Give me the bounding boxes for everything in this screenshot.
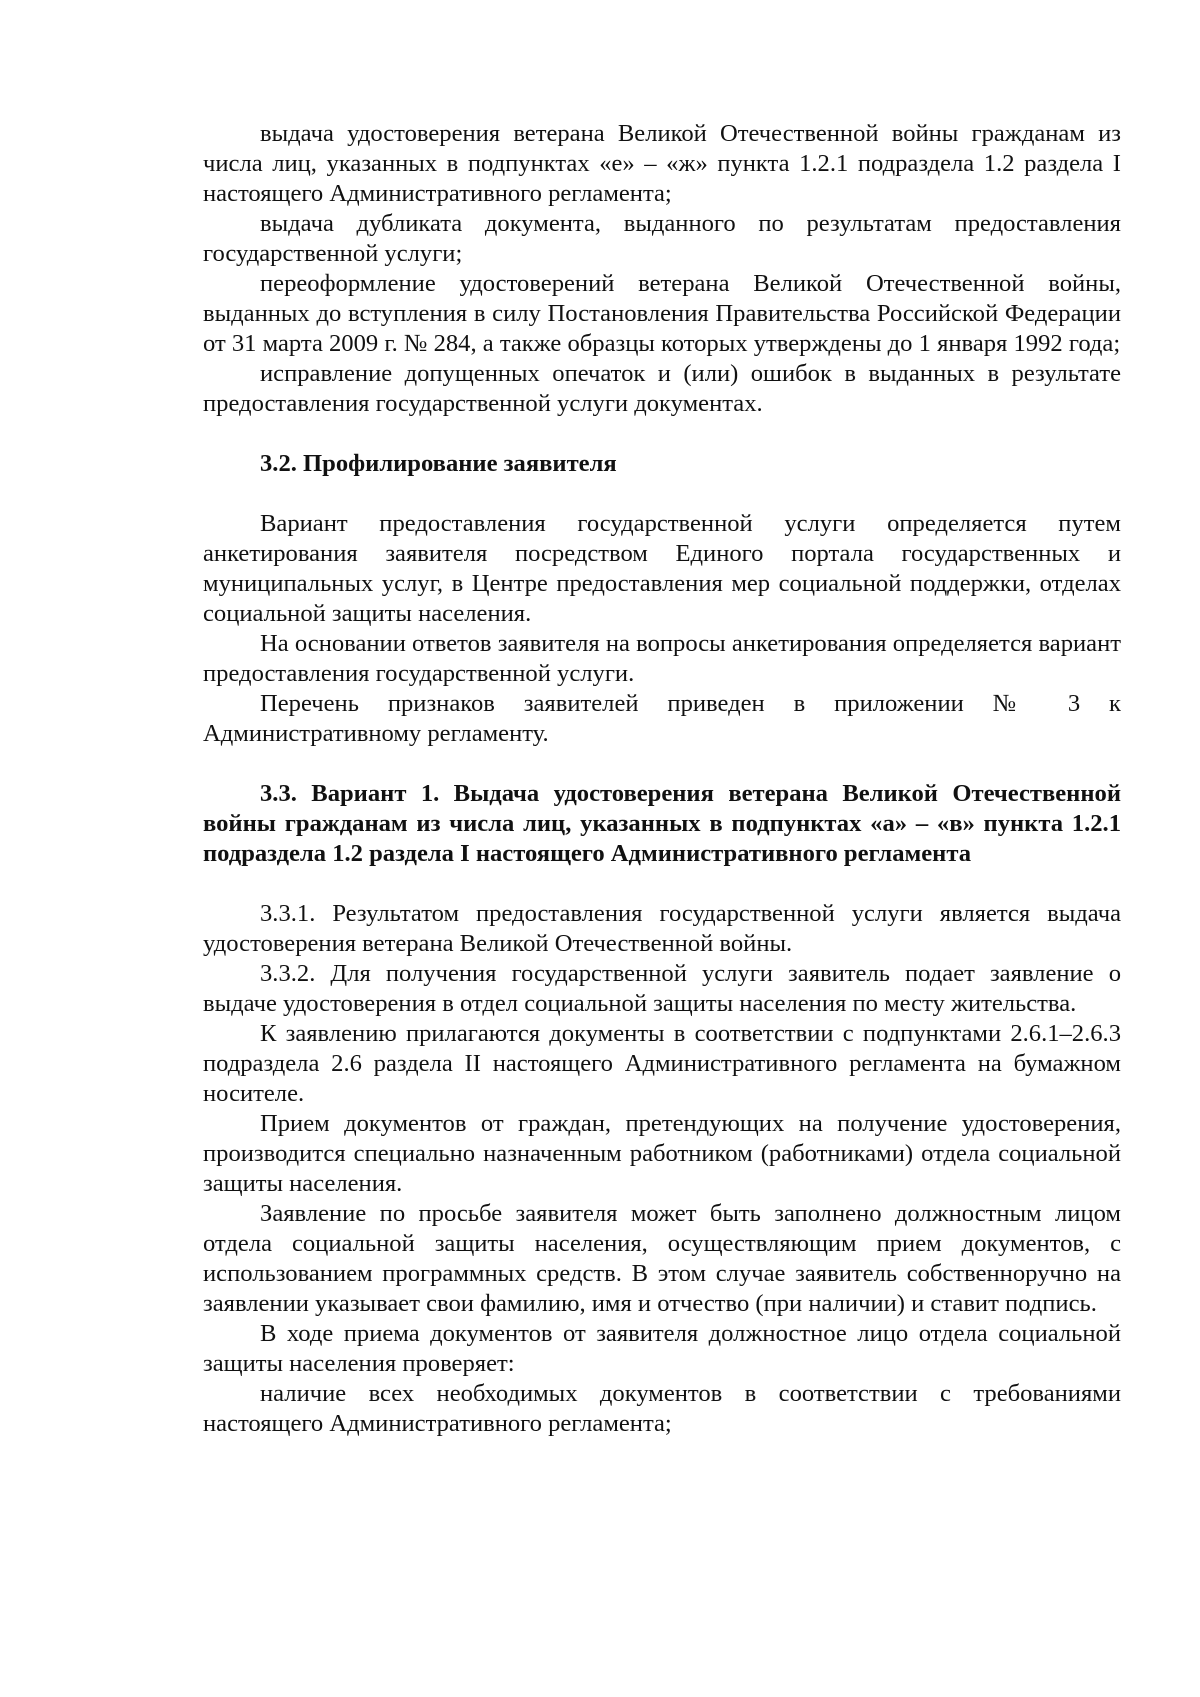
section-3-2-paragraph: Вариант предоставления государственной услуги определяется путем анкетирования заявителя посредством Единого портала государственных и муниципальных услуг, в Центре предоставления мер социальной поддержки, отделах социальной защиты населения. (203, 510, 1121, 627)
section-3-3-paragraph: Заявление по просьбе заявителя может быть заполнено должностным лицом отдела социальной защиты населения, осуществляющим прием документов, с использованием программных средств. В этом случае заявитель собственноручно на заявлении указывает свои фамилию, имя и отчество (при наличии) и ставит подпись. (203, 1200, 1121, 1317)
section-3-3-paragraph: К заявлению прилагаются документы в соответствии с подпунктами 2.6.1–2.6.3 подраздела 2.6 раздела II настоящего Административного регламента на бумажном носителе. (203, 1020, 1121, 1107)
section-3-3-heading: 3.3. Вариант 1. Выдача удостоверения ветерана Великой Отечественной войны гражданам из числа лиц, указанных в подпунктах «а» – «в» пункта 1.2.1 подраздела 1.2 раздела I настоящего Административного регламента (203, 780, 1121, 867)
section-3-3-paragraph: 3.3.2. Для получения государственной услуги заявитель подает заявление о выдаче удостоверения в отдел социальной защиты населения по месту жительства. (203, 960, 1121, 1017)
spacer (203, 479, 1121, 509)
section-3-2-heading: 3.2. Профилирование заявителя (260, 450, 617, 477)
spacer (203, 869, 1121, 899)
document-body (203, 119, 1121, 1439)
spacer (203, 419, 1121, 449)
section-3-2-paragraph: На основании ответов заявителя на вопросы анкетирования определяется вариант предоставления государственной услуги. (203, 630, 1121, 687)
spacer (203, 749, 1121, 779)
service-item-corrections: исправление допущенных опечаток и (или) ошибок в выданных в результате предоставления государственной услуги документах. (203, 360, 1121, 417)
service-item-duplicate: выдача дубликата документа, выданного по результатам предоставления государственной услуги; (203, 210, 1121, 267)
section-3-3-paragraph: наличие всех необходимых документов в соответствии с требованиями настоящего Административного регламента; (203, 1380, 1121, 1437)
section-3-3-paragraph: 3.3.1. Результатом предоставления государственной услуги является выдача удостоверения ветерана Великой Отечественной войны. (203, 900, 1121, 957)
section-3-3-paragraph: Прием документов от граждан, претендующих на получение удостоверения, производится специально назначенным работником (работниками) отдела социальной защиты населения. (203, 1110, 1121, 1197)
service-item-veteran-certificate: выдача удостоверения ветерана Великой Отечественной войны гражданам из числа лиц, указанных в подпунктах «е» – «ж» пункта 1.2.1 подраздела 1.2 раздела I настоящего Административного регламента; (203, 120, 1121, 207)
section-3-2-paragraph: Перечень признаков заявителей приведен в приложении № 3 к Административному регламенту. (203, 690, 1121, 747)
service-item-reissue: переоформление удостоверений ветерана Великой Отечественной войны, выданных до вступления в силу Постановления Правительства Российской Федерации от 31 марта 2009 г. № 284, а также образцы которых утверждены до 1 января 1992 года; (203, 270, 1121, 357)
section-3-3-paragraph: В ходе приема документов от заявителя должностное лицо отдела социальной защиты населения проверяет: (203, 1320, 1121, 1377)
